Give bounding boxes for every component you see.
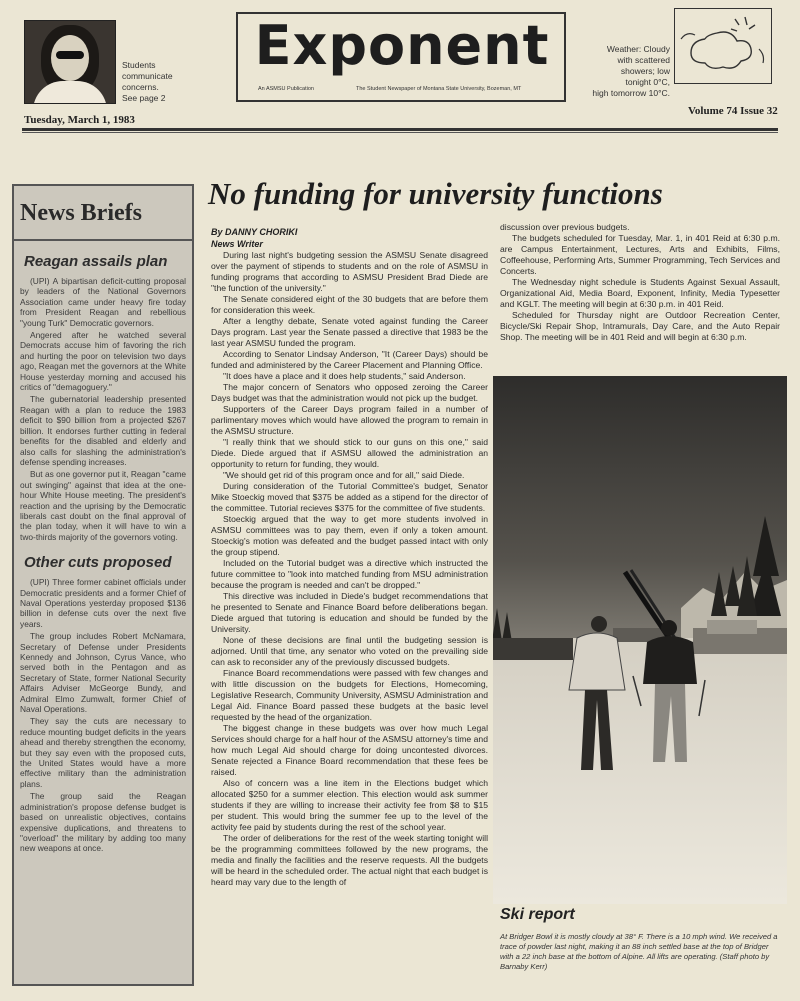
publication-note: An ASMSU Publication bbox=[258, 86, 314, 92]
story-paragraph: This directive was included in Diede's budget recommendations that he presented to Senate and Finance Board before deliberations began. Diede argued that tutoring is education and should be funded by the University. bbox=[211, 591, 488, 634]
story-paragraph: During last night's budgeting session the ASMSU Senate disagreed over the payment of stipends to students and on the role of ASMSU in funding programs that according to ASMSU President Brad Diede are "the function of the university." bbox=[211, 250, 488, 293]
story-paragraph: The order of deliberations for the rest of the week starting tonight will be the programming committees followed by the new programs, the media and finally the facilities and the reserve requests. All the budgets will be heard in the scheduled order. The actual night that each budget is heard may vary due to the length of bbox=[211, 833, 488, 887]
byline-role: News Writer bbox=[211, 239, 263, 249]
story-paragraph: During consideration of the Tutorial Committee's budget, Senator Mike Stoeckig moved that $375 be added as a stipend for the director of the committee. Tutorial recieves $375 for the committee of five students. bbox=[211, 481, 488, 513]
story-column-1 bbox=[211, 250, 488, 986]
story-paragraph: None of these decisions are final until the budgeting session is adjorned. Until that time, any senator who voted on the prevailing side can ask to reconsider any of the previously discussed budgets. bbox=[211, 635, 488, 667]
brief-paragraph: (UPI) A bipartisan deficit-cutting proposal by leaders of the National Governors Association came under heavy fire today from President Reagan and rebellious "young Turk" Democratic governors. bbox=[20, 276, 186, 328]
ski-report-photo bbox=[493, 376, 787, 904]
story-paragraph: Included on the Tutorial budget was a directive which instructed the future committee to "look into matched funding from MSU administration because the program is needed and can't be dropped." bbox=[211, 558, 488, 590]
newspaper-tagline: The Student Newspaper of Montana State University, Bozeman, MT bbox=[356, 86, 522, 92]
story-paragraph: The biggest change in these budgets was over how much Legal Services should charge for a half hour of the ASMSU attorney's time and how much Legal Aid should charge for doing uncontested divorces. Senate rejected a Finance Board recommendation that these fees be raised. bbox=[211, 723, 488, 777]
brief-paragraph: But as one governor put it, Reagan "came out swinging" against that idea at the one-hour White House meeting. The president's reaction and the uprising by the Democratic liberals cast doubt on the final approval of the plan today, when it will have to win a two-thirds majority of the governors voting. bbox=[20, 469, 186, 542]
newspaper-title: Exponent bbox=[254, 14, 550, 77]
story-paragraph: discussion over previous budgets. bbox=[500, 222, 630, 232]
story-paragraph: Stoeckig argued that the way to get more students involved in ASMSU committees was to pay them, even if only a token amount. Stoeckig's motion was defeated and the budget passed intact with only the group stipend. bbox=[211, 514, 488, 557]
brief-paragraph: The group said the Reagan administration's propose defense budget is based on unrealistic objectives, contains expensive duplications, and threatens to "overload" the military by adding too many new weapons at once. bbox=[20, 791, 186, 854]
brief-headline: Reagan assails plan bbox=[24, 253, 168, 270]
ski-report-caption: At Bridger Bowl it is mostly cloudy at 38° F. There is a 10 mph wind. We received a trace of powder last night, making it an 88 inch settled base at the top of Bridger with a 22 inch base at the bottom of Alpine. All lifts are operating. (Staff photo by Barnaby Kerr) bbox=[500, 932, 778, 971]
story-paragraph: Also of concern was a line item in the Elections budget which allocated $250 for a summer election. This election would ask summer students if they are willing to increase their activity fee from $8 to $15 per student. This would bring the summer fee up to the level of the activity fee paid by students during the rest of the school year. bbox=[211, 778, 488, 832]
brief-paragraph: The gubernatorial leadership presented Reagan with a plan to reduce the 1983 deficit to $90 billion from a projected $267 billion. It endorses further cutting in federal benefits for the disabled and elderly and also calls for slashing the administration's defense spending increases. bbox=[20, 394, 186, 467]
brief-paragraph: Angered after he watched several Democrats accuse him of favoring the rich and hurting the poor on television two days ago, Reagan met the governors at the White House yesterday morning and accused his critics of "demagoguery." bbox=[20, 330, 186, 393]
volume-issue: Volume 74 Issue 32 bbox=[688, 105, 778, 117]
brief-body bbox=[20, 577, 186, 854]
byline-author: By DANNY CHORIKI bbox=[211, 227, 298, 237]
brief-paragraph: They say the cuts are necessary to reduce mounting budget deficits in the years ahead and thereby strengthen the economy, but they say even with the proposed cuts, the United States would have a more effective military than the administration plans. bbox=[20, 716, 186, 789]
news-briefs-sidebar bbox=[12, 184, 194, 986]
masthead-teaser-photo bbox=[24, 20, 116, 104]
brief-body bbox=[20, 276, 186, 542]
story-paragraph: After a lengthy debate, Senate voted against funding the Career Days program. Last year the Senate passed a directive that 1983 be the last year ASMSU funded the program. bbox=[211, 316, 488, 348]
story-paragraph: "It does have a place and it does help students," said Anderson. bbox=[223, 371, 466, 381]
brief-paragraph: (UPI) Three former cabinet officials under Democratic presidents and a former Chief of Naval Operations yesterday proposed $136 billion in defense cuts over the next five years. bbox=[20, 577, 186, 629]
story-paragraph: "I really think that we should stick to our guns on this one," said Diede. Diede argued that if ASMSU allowed the administration an opportunity to return for funding, they would. bbox=[211, 437, 488, 469]
main-headline: No funding for university functions bbox=[208, 176, 663, 211]
story-paragraph: The Senate considered eight of the 30 budgets that are before them for consideration this week. bbox=[211, 294, 488, 315]
weather-text: Weather: Cloudy with scattered showers; low tonight 0°C, high tomorrow 10°C. bbox=[592, 44, 670, 98]
story-paragraph: The budgets scheduled for Tuesday, Mar. 1, in 401 Reid at 6:30 p.m. are Campus Entertainment, Lectures, Arts and Exhibits, Films, Coffeehouse, Performing Arts, Summer Programming, Tech Services and Concerts. bbox=[500, 233, 780, 276]
story-paragraph: Finance Board recommendations were passed with few changes and with little discussion on the budgets for Elections, Homecoming, Legislative Research, Community University, ASMSU Administration and Legal Aid. Finance Board passed these budgets at the basic level requested by the head of the organization. bbox=[211, 668, 488, 722]
brief-paragraph: The group includes Robert McNamara, Secretary of Defense under Presidents Kennedy and Johnson, Cyrus Vance, who served both in the Pentagon and as Secretary of State, former National Security Affairs Adviser McGeorge Bundy, and Admiral Elmo Zumwalt, former Chief of Naval Operations. bbox=[20, 631, 186, 715]
weather-icon bbox=[674, 8, 772, 84]
issue-date: Tuesday, March 1, 1983 bbox=[24, 114, 135, 126]
story-paragraph: Supporters of the Career Days program failed in a number of parlimentary moves which would have allowed the program to remain in the ASMSU structure. bbox=[211, 404, 488, 436]
story-paragraph: "We should get rid of this program once and for all," said Diede. bbox=[223, 470, 465, 480]
masthead-rule bbox=[22, 128, 778, 131]
news-briefs-title: News Briefs bbox=[14, 186, 192, 241]
story-paragraph: Scheduled for Thursday night are Outdoor Recreation Center, Bicycle/Ski Repair Shop, Intramurals, Day Care, and the Auto Repair Shop. The meeting will be in 401 Reid and will begin at 6:30 p.m. bbox=[500, 310, 780, 342]
story-paragraph: The major concern of Senators who opposed zeroing the Career Days budget was that the administration would not pick up the budget. bbox=[211, 382, 488, 403]
brief-headline: Other cuts proposed bbox=[24, 554, 172, 572]
masthead-teaser-text: Students communicate concerns. See page 2 bbox=[122, 60, 173, 103]
story-paragraph: According to Senator Lindsay Anderson, "It (Career Days) should be funded and administered by the Career Placement and Planning Office. bbox=[211, 349, 488, 370]
story-column-2 bbox=[500, 222, 780, 372]
ski-report-headline: Ski report bbox=[500, 906, 575, 923]
masthead-rule-thin bbox=[22, 132, 778, 133]
byline bbox=[211, 226, 297, 250]
story-paragraph: The Wednesday night schedule is Students Against Sexual Assault, Organizational Aid, Media Board, Exponent, Infinity, Media Typesetter and KGLT. The meeting will begin at 6:30 p.m. in 401 Reid. bbox=[500, 277, 780, 309]
